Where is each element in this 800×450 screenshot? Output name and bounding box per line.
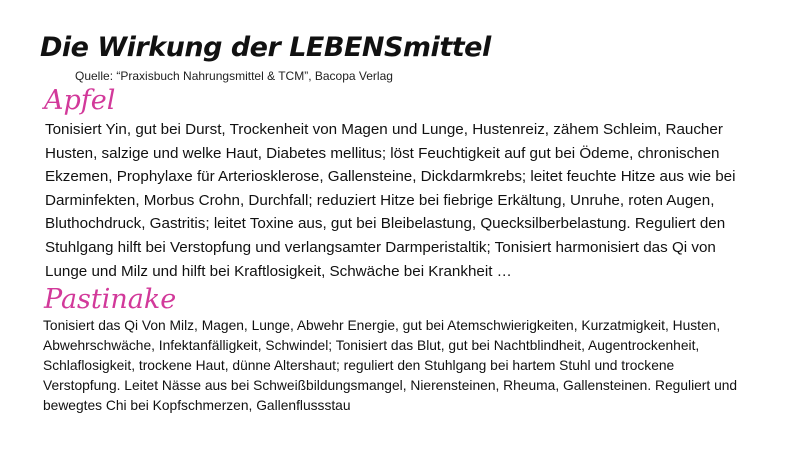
body-line: Abwehrschwäche, Infektanfälligkeit, Schwindel; Tonisiert das Blut, gut bei Nachtblindheit, Augentrockenheit, [43,338,700,353]
body-line: bewegtes Chi bei Kopfschmerzen, Gallenflussstau [43,398,351,413]
section-body-apfel [45,118,736,283]
body-line: Verstopfung. Leitet Nässe aus bei Schweißbildungsmangel, Nierensteinen, Rheuma, Gallensteinen. Reguliert und [43,378,738,393]
body-line: Stuhlgang hilft bei Verstopfung und verlangsamter Darmperistaltik; Tonisiert harmonisiert das Qi von [45,238,716,256]
body-line: Darminfekten, Morbus Crohn, Durchfall; reduziert Hitze bei fiebrige Erkältung, Unruhe, roten Augen, [45,191,715,209]
section-body-pastinake [43,316,737,416]
body-line: Lunge und Milz und hilft bei Kraftlosigkeit, Schwäche bei Krankheit … [45,262,512,280]
section-heading-pastinake: Pastinake [44,284,177,315]
source-citation: Quelle: “Praxisbuch Nahrungsmittel & TCM”, Bacopa Verlag [75,69,393,83]
body-line: Schlaflosigkeit, trockene Haut, dünne Altershaut; reguliert den Stuhlgang bei hartem Stuhl und trockene [43,358,675,373]
body-line: Tonisiert Yin, gut bei Durst, Trockenheit von Magen und Lunge, Hustenreiz, zähem Schleim, Raucher [45,121,723,138]
body-line: Ekzemen, Prophylaxe für Arteriosklerose, Gallensteine, Dickdarmkrebs; leitet feuchte Hitze aus wie bei [45,168,736,186]
body-line: Tonisiert das Qi Von Milz, Magen, Lunge, Abwehr Energie, gut bei Atemschwierigkeiten, Kurzatmigkeit, Husten, [43,318,721,333]
body-line: Bluthochdruck, Gastritis; leitet Toxine aus, gut bei Bleibelastung, Quecksilberbelastung. Reguliert den [45,215,726,233]
page-title: Die Wirkung der LEBENSmittel [40,32,491,63]
body-line: Husten, salzige und welke Haut, Diabetes mellitus; löst Feuchtigkeit auf gut bei Ödeme, chronischen [45,144,720,162]
section-heading-apfel: Apfel [44,85,116,116]
